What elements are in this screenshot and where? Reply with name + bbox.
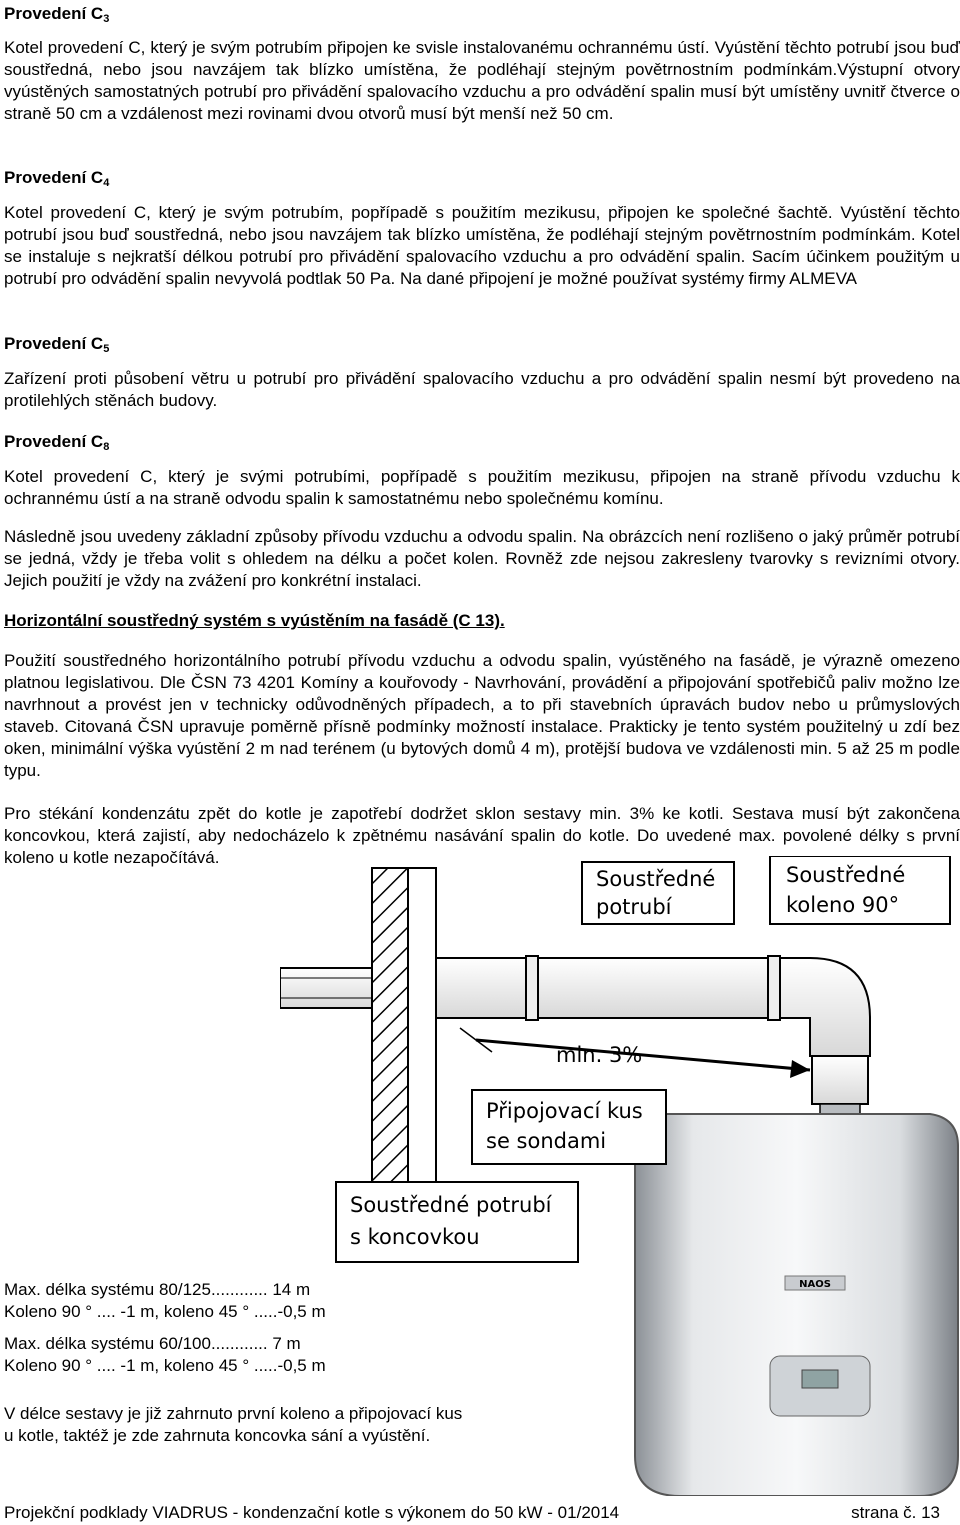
pipe-joint [768, 956, 780, 1020]
display [802, 1370, 838, 1388]
boiler [635, 1114, 958, 1496]
connecting-piece [812, 1056, 868, 1104]
note-line-1: V délce sestavy je již zahrnuto první koleno a připojovací kus [4, 1404, 463, 1423]
spec-line: Koleno 90 ° .... -1 m, koleno 45 ° .....-0,5 m [4, 1302, 326, 1321]
paragraph-horizontal-2: Pro stékání kondenzátu zpět do kotle je zapotřebí dodržet sklon sestavy min. 3% ke kotli. Sestava musí být zakončena koncovkou, která zajistí, aby nedocházelo k zpětnému nasávání spalin do kotle. Do uvedené max. povolené délky s první koleno u kotle nezapočítává. [4, 804, 960, 867]
label-terminal-line1: Soustředné potrubí [350, 1193, 552, 1217]
pipe-segment-1 [436, 958, 526, 1018]
label-pipe-line2: potrubí [596, 895, 672, 919]
note-line-2: u kotle, taktéž je zde zahrnuta koncovka sání a vyústění. [4, 1426, 431, 1445]
heading-c4: Provedení $C_4$ [4, 168, 110, 189]
elbow-90 [780, 958, 870, 1056]
label-pipe-line1: Soustředné [596, 867, 716, 891]
label-slope: min. 3% [556, 1043, 643, 1067]
spec-line: Max. délka systému 60/100............ 7 m [4, 1334, 301, 1353]
heading-c5: Provedení $C_5$ [4, 334, 110, 355]
paragraph-horizontal-1: Použití soustředného horizontálního potrubí přívodu vzduchu a odvodu spalin, vyústěného na fasádě, je výrazně omezeno platnou legislativou. Dle ČSN 73 4201 Komíny a kouřovody - Navrhování, provádění a připojování spotřebičů paliv možno lze navrhnout a provést jen v technicky odůvodněných případech, a to při stavebních úpravách budov nebo u průmyslových staveb. Citovaná ČSN upravuje poměrně přísně podmínky možností instalace. Prakticky je tento systém použitelný u zdí bez oken, minimální výška vyústění 2 m nad terénem (u bytových domů 4 m), protější budova ve vzdálenosti min. 5 až 25 m podle typu. [4, 651, 960, 780]
page-number: strana č. 13 [851, 1503, 940, 1522]
heading-c3: Provedení $C_3$ [4, 4, 110, 25]
pipe-segment-2 [538, 958, 768, 1018]
paragraph-c4: Kotel provedení C, který je svým potrubím, popřípadě s použitím mezikusu, připojen ke společné šachtě. Vyústění těchto potrubí jsou buď soustředná, nebo jsou navzájem tak blízko umístěna, že podléhají stejným povětrnostním podmínkám. Kotel se instaluje s nejkratší délkou potrubí pro přivádění spalovacího vzduchu a pro odvádění spalin. Sacím účinkem použitým u potrubí pro odvádění spalin nevyvolá podtlak 50 Pa. Na dané připojení je možné používat systémy firmy ALMEVA [4, 203, 960, 288]
paragraph-c3: Kotel provedení C, který je svým potrubím připojen ke svisle instalovanému ochrannému ústí. Vyústění těchto potrubí jsou buď soustředná, nebo jsou navzájem tak blízko umístěna, že podléhají stejným povětrnostním podmínkám.Výstupní otvory vyústěných samostatných potrubí pro přivádění spalovacího vzduchu a pro odvádění spalin musí být umístěny uvnitř čtverce o straně 50 cm a vzdálenost mezi rovinami dvou otvorů musí být menší než 50 cm. [4, 38, 960, 123]
pipe-joint [526, 956, 538, 1020]
footer-left: Projekční podklady VIADRUS - kondenzační kotle s výkonem do 50 kW - 01/2014 [4, 1503, 620, 1522]
label-elbow-line2: koleno 90° [786, 893, 900, 917]
label-elbow-line1: Soustředné [786, 863, 906, 887]
heading-c8: Provedení $C_8$ [4, 432, 110, 453]
paragraph-c5: Zařízení proti působení větru u potrubí pro přivádění spalovacího vzduchu a pro odvádění spalin nesmí být provedeno na protilehlých stěnách budovy. [4, 369, 960, 410]
paragraph-intro: Následně jsou uvedeny základní způsoby přívodu vzduchu a odvodu spalin. Na obrázcích není rozlišeno o jaký průměr potrubí se jedná, vždy je třeba volit s ohledem na délku a počet kolen. Rovněž zde nejsou zakresleny tvarovky s revizními otvory. Jejich použití je vždy na zvážení pro konkrétní instalaci. [4, 527, 960, 590]
brand-logo: NAOS [799, 1279, 831, 1290]
label-connector-line1: Připojovací kus [486, 1099, 643, 1123]
page-footer [4, 1503, 940, 1523]
spec-line: Koleno 90 ° .... -1 m, koleno 45 ° .....-0,5 m [4, 1356, 326, 1375]
terminal-pipe [280, 968, 372, 1008]
wall-hatch [372, 868, 408, 1188]
section-title-horizontal: Horizontální soustředný systém s vyústěním na fasádě (C 13). [4, 611, 505, 630]
label-connector-line2: se sondami [486, 1129, 607, 1153]
wall-face [408, 868, 436, 1188]
spec-line: Max. délka systému 80/125............ 14 m [4, 1280, 311, 1299]
paragraph-c8: Kotel provedení C, který je svými potrubími, popřípadě s použitím mezikusu, připojen na straně přívodu vzduchu k ochrannému ústí a na straně odvodu spalin k samostatnému nebo společnému komínu. [4, 467, 960, 508]
label-terminal-line2: s koncovkou [350, 1225, 480, 1249]
slope-arrow [476, 1040, 810, 1070]
flue-system-diagram [280, 856, 960, 1496]
